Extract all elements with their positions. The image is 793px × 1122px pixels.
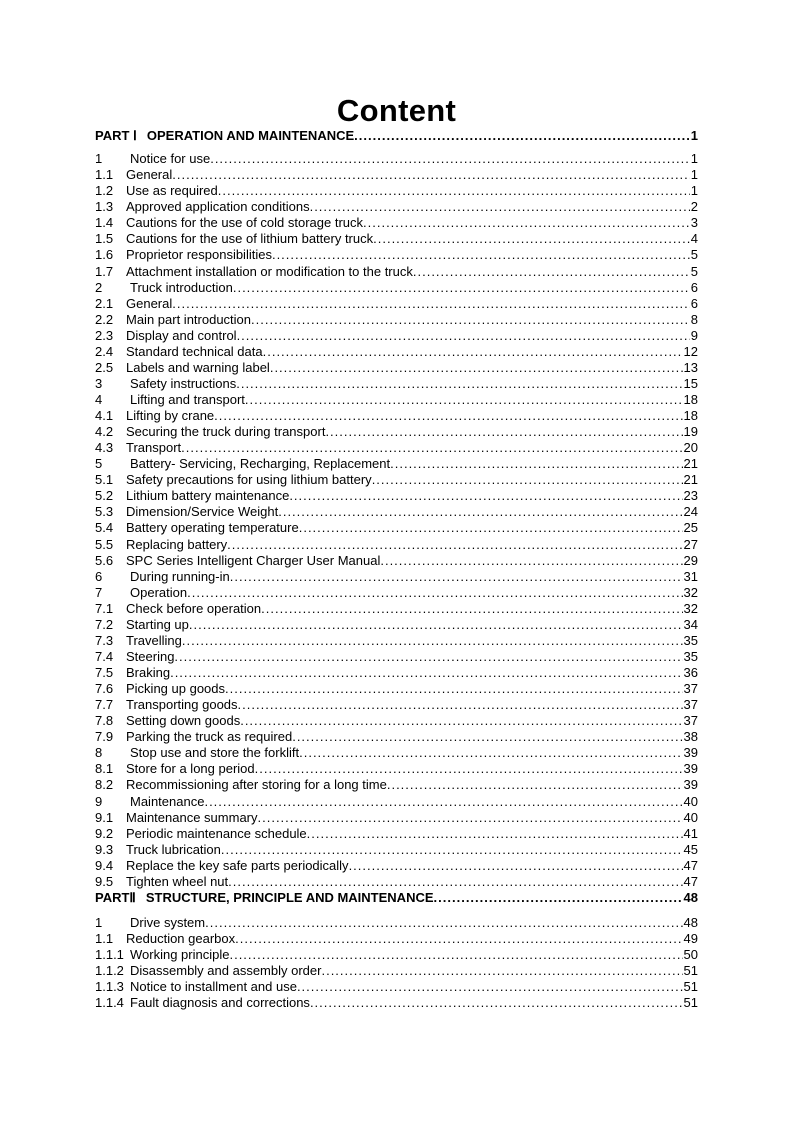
toc-entry[interactable]: [95, 408, 698, 424]
dot-leader: [413, 264, 690, 280]
dot-leader: [380, 553, 682, 569]
toc-entry-title: Proprietor responsibilities: [126, 247, 272, 263]
toc-page-number: 49: [683, 930, 698, 946]
toc-entry[interactable]: [95, 617, 698, 633]
toc-entry-title: Transport: [126, 440, 182, 456]
toc-page-number: 19: [683, 424, 698, 440]
toc-entry[interactable]: [95, 296, 698, 312]
toc-entry-title: Lifting by crane: [126, 408, 215, 423]
toc-entry[interactable]: [95, 312, 698, 328]
toc-entry-title: Safety precautions for using lithium battery: [126, 472, 372, 488]
toc-entry-title: OPERATION AND MAINTENANCE: [146, 128, 355, 143]
toc-page-number: 18: [683, 408, 698, 423]
dot-leader: [297, 979, 683, 995]
toc-page-number: 13: [683, 359, 698, 375]
toc-entry-title: Starting up: [126, 616, 189, 632]
dot-leader: [225, 681, 683, 697]
toc-entry[interactable]: [95, 280, 698, 296]
page-title: Content: [336, 93, 457, 128]
toc-page-number: 34: [683, 616, 698, 632]
toc-entry-title: Operation: [130, 584, 188, 600]
dot-leader: [270, 360, 683, 376]
dot-leader: [187, 585, 682, 601]
dot-leader: [258, 810, 683, 826]
toc-entry-title: Notice for use: [130, 151, 211, 167]
dot-leader: [189, 617, 683, 633]
toc-entry-title: Lithium battery maintenance: [126, 488, 290, 504]
toc-entry[interactable]: [95, 713, 698, 729]
toc-page-number: 39: [683, 745, 698, 761]
toc-entry-number: 5.3: [95, 504, 114, 520]
toc-page-number: 12: [683, 343, 698, 359]
toc-page-number: 6: [690, 279, 698, 295]
dot-leader: [272, 247, 690, 263]
dot-leader: [372, 472, 683, 488]
dot-leader: [233, 280, 690, 296]
toc-entry-title: Replace the key safe parts periodically: [126, 857, 349, 873]
toc-entry-number: 2.5: [95, 359, 114, 375]
dot-leader: [261, 601, 682, 617]
toc-entry[interactable]: [95, 947, 698, 963]
dot-leader: [235, 931, 682, 947]
dot-leader: [289, 488, 682, 504]
toc-entry-title: General: [126, 295, 173, 311]
toc-entry-number: 7.1: [95, 600, 114, 616]
toc-entry-number: 1.2: [95, 183, 114, 199]
toc-entry[interactable]: [95, 167, 698, 183]
dot-leader: [278, 504, 682, 520]
toc-entry-number: 1.4: [95, 215, 114, 231]
toc-entry-number: 7: [95, 584, 103, 600]
toc-page-number: 1: [690, 183, 698, 199]
toc-entry-number: 6: [95, 568, 103, 584]
dot-leader: [227, 537, 682, 553]
toc-entry[interactable]: [95, 376, 698, 392]
toc-entry-number: 5.6: [95, 552, 114, 568]
toc-page-number: 4: [690, 231, 698, 247]
toc-entry-number: 7.7: [95, 697, 114, 713]
toc-entry-title: Notice to installment and use: [130, 979, 297, 995]
toc-entry-title: Stop use and store the forklift: [130, 745, 300, 761]
dot-leader: [218, 183, 690, 199]
dot-leader: [373, 231, 690, 247]
toc-entry-title: Braking: [126, 665, 171, 680]
toc-entry[interactable]: [95, 777, 698, 793]
toc-entry[interactable]: [95, 247, 698, 263]
toc-entry[interactable]: [95, 488, 698, 504]
toc-entry[interactable]: [95, 424, 698, 440]
toc-entry[interactable]: [95, 633, 698, 649]
toc-entry-title: Approved application conditions: [126, 199, 310, 215]
toc-page-number: 6: [690, 295, 698, 311]
toc-page-number: 47: [683, 873, 698, 889]
toc-entry[interactable]: [95, 183, 698, 199]
toc-entry-title: Check before operation: [126, 600, 262, 616]
toc-entry-title: Transporting goods: [126, 697, 238, 713]
dot-leader: [172, 167, 690, 183]
toc-entry-number: 1.1: [95, 167, 114, 183]
toc-entry-title: Replacing battery: [126, 536, 228, 552]
dot-leader: [174, 649, 682, 665]
toc-entry[interactable]: [95, 456, 698, 472]
toc-entry-title: STRUCTURE, PRINCIPLE AND MAINTENANCE: [145, 889, 434, 905]
toc-entry-title: Maintenance: [130, 793, 205, 809]
dot-leader: [434, 890, 683, 906]
toc-page-number: 21: [683, 472, 698, 488]
toc-page-number: 40: [683, 809, 698, 825]
toc-entry-title: Truck introduction: [130, 279, 233, 295]
toc-page-number: 35: [683, 632, 698, 648]
toc-entry-number: 1.6: [95, 247, 114, 263]
toc-entry-title: Travelling: [126, 632, 182, 648]
toc-page-number: 5: [690, 263, 698, 279]
toc-entry[interactable]: [95, 199, 698, 215]
toc-entry-number: 9.2: [95, 825, 114, 841]
toc-entry[interactable]: [95, 649, 698, 665]
toc-entry-title: Main part introduction: [126, 311, 252, 327]
toc-entry-title: Display and control: [126, 327, 237, 343]
dot-leader: [238, 697, 683, 713]
toc-entry-number: 4.1: [95, 408, 114, 423]
toc-entry-number: 5.1: [95, 472, 114, 488]
dot-leader: [321, 963, 682, 979]
toc-page-number: 2: [690, 199, 698, 215]
toc-entry-number: 1.5: [95, 231, 114, 247]
dot-leader: [310, 199, 690, 215]
toc-entry[interactable]: [95, 264, 698, 280]
dot-leader: [181, 440, 682, 456]
toc-entry-number: 2.4: [95, 343, 114, 359]
toc-entry-title: Battery- Servicing, Recharging, Replacement: [130, 456, 391, 472]
toc-page-number: 15: [683, 375, 698, 391]
toc-page-number: 50: [683, 947, 698, 962]
toc-entry[interactable]: [95, 842, 698, 858]
toc-entry-title: Parking the truck as required: [126, 729, 293, 745]
toc-entry[interactable]: [95, 504, 698, 520]
toc-page-number: 31: [683, 568, 698, 584]
toc-page-number: 27: [683, 536, 698, 552]
toc-entry-number: PART Ⅰ: [95, 128, 137, 143]
toc-page-number: 9: [690, 327, 698, 343]
toc-entry[interactable]: [95, 360, 698, 376]
toc-page-number: 36: [683, 665, 698, 680]
toc-page-number: 51: [683, 979, 698, 995]
dot-leader: [240, 713, 682, 729]
toc-page-number: 41: [683, 825, 698, 841]
toc-entry[interactable]: [95, 810, 698, 826]
dot-leader: [390, 456, 682, 472]
toc-entry-number: 5.2: [95, 488, 114, 504]
toc-entry-number: 8.2: [95, 777, 114, 793]
toc-entry-number: 9.3: [95, 841, 114, 857]
dot-leader: [263, 344, 683, 360]
toc-page-number: 1: [690, 151, 698, 167]
toc-page-number: 37: [683, 697, 698, 713]
toc-page-number: 32: [683, 600, 698, 616]
dot-leader: [255, 761, 683, 777]
toc-page-number: 51: [683, 995, 698, 1011]
toc-entry[interactable]: [95, 151, 698, 167]
dot-leader: [204, 794, 682, 810]
dot-leader: [245, 392, 683, 408]
toc-entry-title: Battery operating temperature: [126, 520, 299, 536]
toc-part-heading[interactable]: [95, 890, 698, 906]
toc-entry-title: Steering: [126, 648, 175, 664]
toc-part-heading[interactable]: [95, 128, 698, 144]
toc-entry-number: 7.5: [95, 665, 114, 680]
dot-leader: [170, 665, 682, 681]
toc-entry[interactable]: [95, 995, 698, 1011]
toc-entry[interactable]: [95, 697, 698, 713]
toc-page-number: 1: [690, 128, 698, 143]
toc-entry-title: Reduction gearbox: [126, 930, 236, 946]
toc-page-number: 25: [683, 520, 698, 536]
toc-entry[interactable]: [95, 761, 698, 777]
toc-entry-number: 1.1: [95, 930, 114, 946]
toc-entry-number: 4.3: [95, 440, 114, 456]
toc-entry-number: 7.8: [95, 713, 114, 729]
toc-entry-number: 1.3: [95, 199, 114, 215]
toc-page-number: 8: [690, 311, 698, 327]
toc-page-number: 5: [690, 247, 698, 263]
toc-entry-number: 1.7: [95, 263, 114, 279]
dot-leader: [349, 858, 683, 874]
toc-page-number: 37: [683, 681, 698, 696]
toc-entry-number: 4.2: [95, 424, 114, 440]
toc-entry-title: Attachment installation or modification to the truck: [126, 263, 413, 279]
toc-entry-title: Dimension/Service Weight: [126, 504, 279, 520]
toc-entry-number: 1.1.3: [95, 979, 124, 995]
toc-entry-title: Truck lubrication: [126, 841, 221, 857]
toc-page-number: 39: [683, 761, 698, 777]
toc-entry-number: 2.3: [95, 327, 114, 343]
toc-page-number: 48: [683, 889, 698, 905]
toc-entry-number: 5.4: [95, 520, 114, 536]
toc-entry[interactable]: [95, 392, 698, 408]
dot-leader: [292, 729, 682, 745]
dot-leader: [310, 995, 683, 1011]
dot-leader: [214, 408, 682, 424]
toc-page-number: 29: [683, 552, 698, 568]
toc-entry[interactable]: [95, 569, 698, 585]
toc-page-number: 3: [690, 215, 698, 231]
toc-page-number: 38: [683, 729, 698, 745]
toc-entry-number: 1: [95, 914, 103, 930]
toc-entry[interactable]: [95, 794, 698, 810]
toc-entry[interactable]: [95, 665, 698, 681]
toc-page-number: 21: [683, 456, 698, 472]
toc-entry[interactable]: [95, 585, 698, 601]
toc-page-number: 45: [683, 841, 698, 857]
toc-entry-number: 7.6: [95, 681, 114, 696]
toc-entry-number: 2: [95, 279, 103, 295]
toc-entry-number: 2.1: [95, 295, 114, 311]
toc-entry-title: SPC Series Intelligent Charger User Manual: [126, 552, 381, 568]
toc-entry-number: 4: [95, 392, 103, 407]
toc-entry-title: Recommissioning after storing for a long time: [126, 777, 387, 793]
toc-entry-number: 9.4: [95, 857, 114, 873]
dot-leader: [228, 874, 682, 890]
toc-entry-number: 7.4: [95, 648, 114, 664]
toc-entry[interactable]: [95, 537, 698, 553]
toc-entry[interactable]: [95, 553, 698, 569]
dot-leader: [354, 128, 690, 144]
toc-entry-number: 5: [95, 456, 103, 472]
toc-entry-title: Lifting and transport: [130, 392, 245, 407]
toc-entry[interactable]: [95, 601, 698, 617]
dot-leader: [236, 376, 682, 392]
toc-entry-title: Safety instructions: [130, 375, 237, 391]
toc-entry-title: Standard technical data: [126, 343, 263, 359]
toc-entry[interactable]: [95, 472, 698, 488]
toc-page-number: 40: [683, 793, 698, 809]
dot-leader: [251, 312, 690, 328]
toc-entry-number: 8.1: [95, 761, 114, 777]
toc-entry-title: Tighten wheel nut: [126, 873, 229, 889]
toc-entry[interactable]: [95, 681, 698, 697]
toc-entry-number: 1.1.1: [95, 947, 124, 962]
toc-page-number: 39: [683, 777, 698, 793]
toc-page-number: 24: [683, 504, 698, 520]
toc-entry[interactable]: [95, 915, 698, 931]
dot-leader: [387, 777, 683, 793]
toc-entry-number: 5.5: [95, 536, 114, 552]
toc-entry-number: 1: [95, 151, 103, 167]
toc-page-number: 35: [683, 648, 698, 664]
toc-entry[interactable]: [95, 858, 698, 874]
dot-leader: [221, 842, 683, 858]
toc-entry-title: Labels and warning label: [126, 359, 270, 375]
toc-entry[interactable]: [95, 328, 698, 344]
toc-entry-title: Fault diagnosis and corrections: [130, 995, 310, 1011]
dot-leader: [172, 296, 690, 312]
toc-entry[interactable]: [95, 979, 698, 995]
dot-leader: [182, 633, 683, 649]
toc-entry-title: Picking up goods: [126, 681, 226, 696]
toc-entry-title: Use as required: [126, 183, 218, 199]
toc-page-number: 18: [683, 392, 698, 407]
toc-entry-number: 7.9: [95, 729, 114, 745]
toc-entry[interactable]: [95, 520, 698, 536]
toc-entry[interactable]: [95, 344, 698, 360]
toc-entry-title: Working principle: [130, 947, 230, 962]
toc-entry-title: General: [126, 167, 173, 183]
toc-entry[interactable]: [95, 931, 698, 947]
toc-entry-number: 8: [95, 745, 103, 761]
dot-leader: [237, 328, 690, 344]
dot-leader: [307, 826, 683, 842]
toc-page-number: 51: [683, 963, 698, 979]
toc-entry-number: 7.3: [95, 632, 114, 648]
toc-page-number: 23: [683, 488, 698, 504]
toc-page-number: 32: [683, 584, 698, 600]
toc-entry-title: During running-in: [130, 568, 230, 584]
toc-entry[interactable]: [95, 231, 698, 247]
toc-entry[interactable]: [95, 745, 698, 761]
toc-page-number: 20: [683, 440, 698, 456]
toc-entry-title: Drive system: [130, 914, 206, 930]
toc-entry-title: Cautions for the use of lithium battery truck: [126, 231, 374, 247]
dot-leader: [205, 915, 682, 931]
toc-page-number: 37: [683, 713, 698, 729]
toc-entry-title: Setting down goods: [126, 713, 241, 729]
toc-entry-number: 7.2: [95, 616, 114, 632]
toc-entry-number: 1.1.4: [95, 995, 124, 1011]
toc-entry-number: 1.1.2: [95, 963, 124, 979]
toc-entry[interactable]: [95, 440, 698, 456]
toc-entry[interactable]: [95, 826, 698, 842]
toc-entry-title: Store for a long period: [126, 761, 255, 777]
toc-entry-number: 9: [95, 793, 103, 809]
toc-entry[interactable]: [95, 729, 698, 745]
toc-entry-title: Disassembly and assembly order: [130, 963, 322, 979]
toc-page-number: 1: [690, 167, 698, 183]
toc-entry[interactable]: [95, 874, 698, 890]
toc-entry-title: Securing the truck during transport: [126, 424, 326, 440]
dot-leader: [299, 520, 683, 536]
toc-page-number: 48: [683, 914, 698, 930]
toc-entry-number: 9.1: [95, 809, 114, 825]
toc-entry-title: Maintenance summary: [126, 809, 258, 825]
toc-entry-number: 3: [95, 375, 103, 391]
dot-leader: [299, 745, 682, 761]
toc-entry[interactable]: [95, 215, 698, 231]
dot-leader: [210, 151, 690, 167]
dot-leader: [363, 215, 690, 231]
dot-leader: [230, 569, 683, 585]
toc-entry-number: 9.5: [95, 873, 114, 889]
toc-entry-number: 2.2: [95, 311, 114, 327]
toc-entry-number: PARTⅡ: [95, 889, 136, 905]
toc-entry-title: Periodic maintenance schedule: [126, 825, 307, 841]
dot-leader: [229, 947, 682, 963]
toc-entry-title: Cautions for the use of cold storage truck: [126, 215, 364, 231]
toc-entry[interactable]: [95, 963, 698, 979]
dot-leader: [325, 424, 682, 440]
toc-page-number: 47: [683, 857, 698, 873]
